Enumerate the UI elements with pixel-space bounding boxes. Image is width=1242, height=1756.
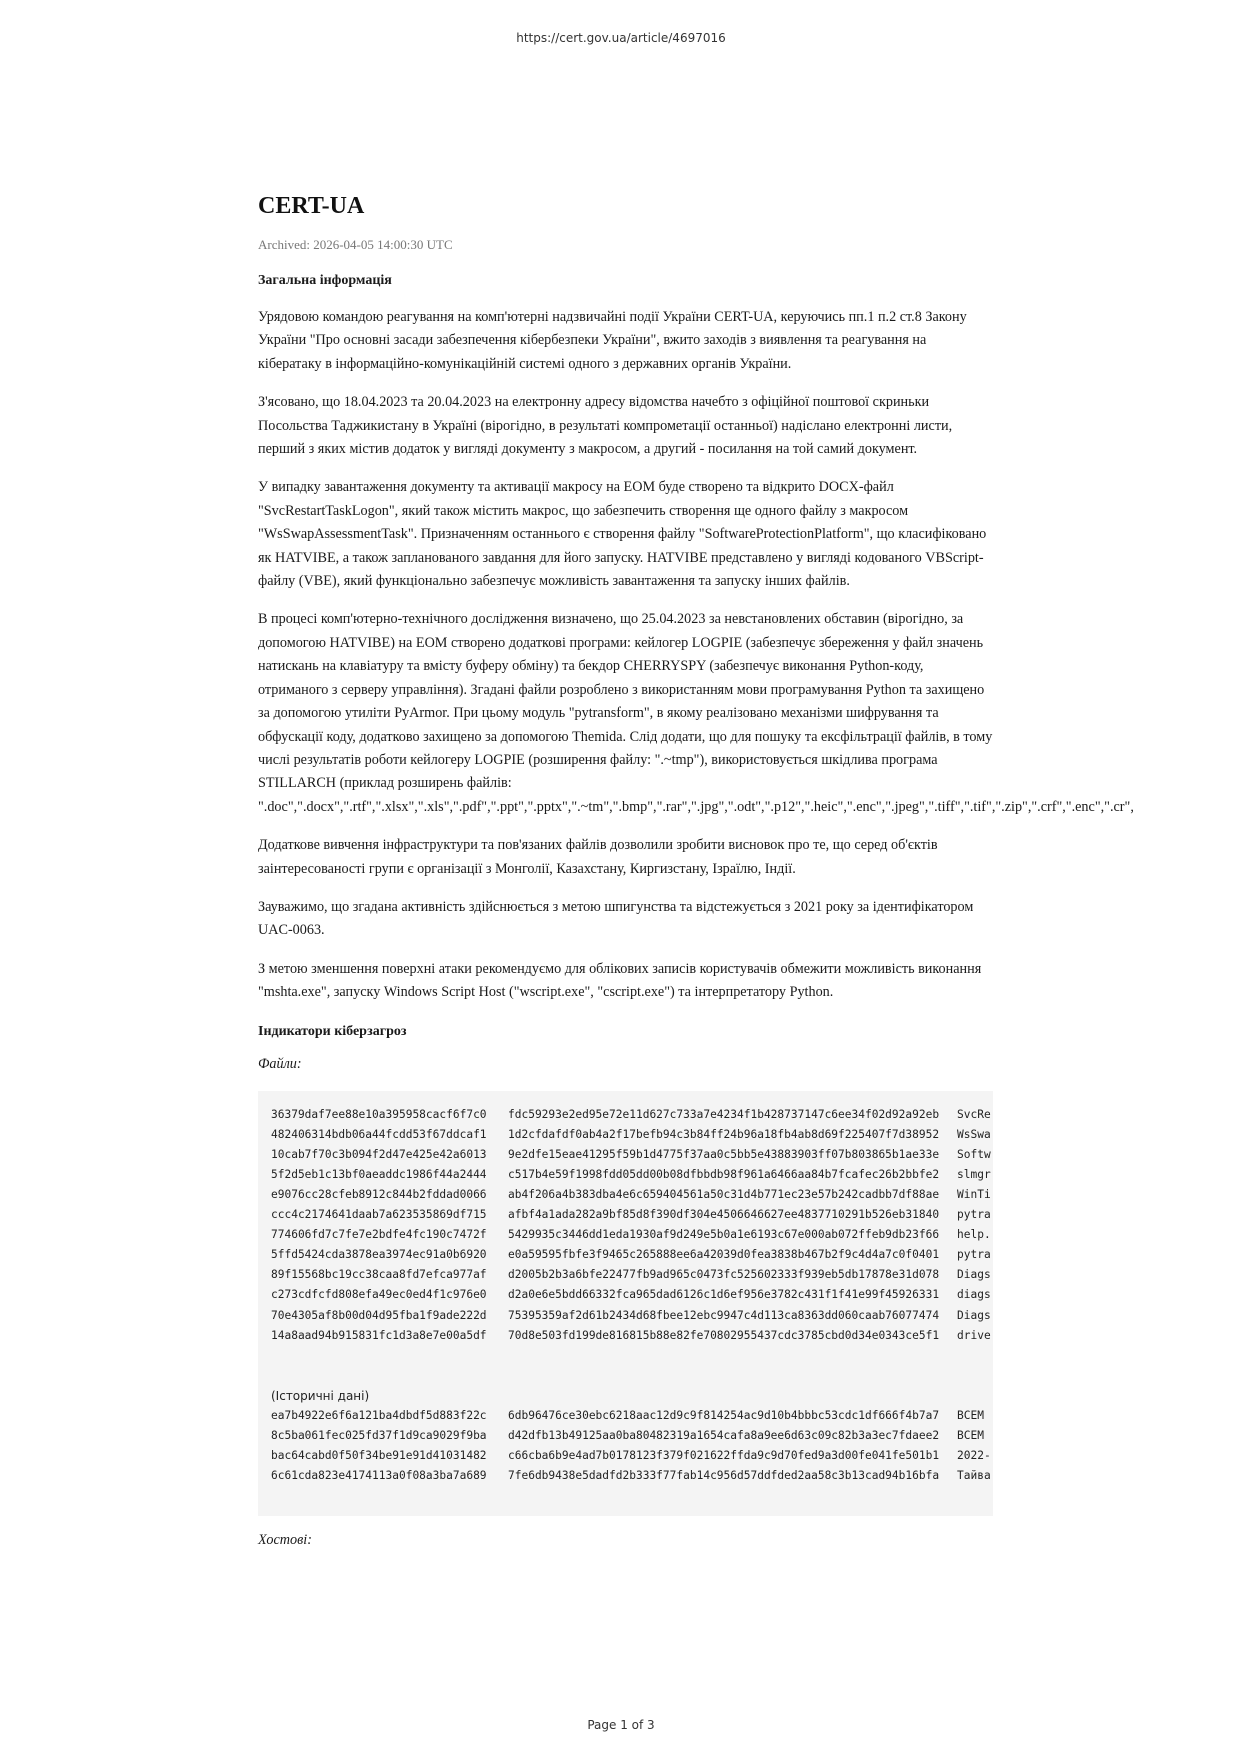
- ioc-row: [271, 1105, 993, 1125]
- article-content: [258, 190, 1134, 1550]
- page-url-header: https://cert.gov.ua/article/4697016: [516, 31, 726, 45]
- ioc-sha256: 9e2dfe15eae41295f59b1d4775f37aa0c5bb5e43883903ff07b803865b1ae33e: [508, 1147, 940, 1161]
- ioc-md5: c273cdfcfd808efa49ec0ed4f1c976e0: [271, 1288, 487, 1302]
- ioc-files-table: [271, 1105, 993, 1487]
- ioc-filename: Softw: [957, 1147, 991, 1161]
- paragraph-4-text: В процесі комп'ютерно-технічного дослідження визначено, що 25.04.2023 за невстановлених обставин (вірогідно, за допомогою HATVIBE) на ЕОМ створено додаткові програми: кейлогер LOGPIE (забезпечує збереження у файл значень натискань на клавіатуру та вмісту буферу обміну) та бекдор CHERRYSPY (забезпечує виконання Python-коду, отриманого з серверу управління). Згадані файли розроблено з використанням мови програмування Python та захищено за допомогою утиліти PyArmor. При цьому модуль "pytransform", в якому реалізовано механізми шифрування та обфускації коду, додатково захищено за допомогою Themida. Слід додати, що для пошуку та ексфільтрації файлів, в тому числі результатів роботи кейлогеру LOGPIE (розширення файлу: ".~tmp"), використовується шкідлива програма STILLARCH (приклад розширень файлів:: [258, 611, 993, 792]
- ioc-row: [271, 1466, 993, 1486]
- ioc-row: [271, 1225, 993, 1245]
- ioc-md5: ea7b4922e6f6a121ba4dbdf5d883f22c: [271, 1408, 487, 1422]
- ioc-md5: 5f2d5eb1c13bf0aeaddc1986f44a2444: [271, 1167, 487, 1181]
- paragraph-1: Урядовою командою реагування на комп'ютерні надзвичайні події України CERT-UA, керуючись пп.1 п.2 ст.8 Закону України "Про основні засади забезпечення кібербезпеки України", вжито заходів з виявлення та реагування на кібератаку в інформаційно-комунікаційній системі одного з державних органів України.: [258, 309, 967, 372]
- ioc-row: [271, 1446, 993, 1466]
- ioc-filename: slmgr: [957, 1167, 991, 1181]
- ioc-filename: drive: [957, 1328, 991, 1342]
- ioc-row: [271, 1165, 993, 1185]
- ioc-sha256: c517b4e59f1998fdd05dd00b08dfbbdb98f961a6466aa84b7fcafec26b2bbfe2: [508, 1167, 940, 1181]
- paragraph-7: З метою зменшення поверхні атаки рекомендуємо для облікових записів користувачів обмежити можливість виконання "mshta.exe", запуску Windows Script Host ("wscript.exe", "cscript.exe") та інтерпретатору Python.: [258, 960, 982, 1001]
- ioc-md5: 5ffd5424cda3878ea3974ec91a0b6920: [271, 1248, 487, 1262]
- ioc-filename: WinTi: [957, 1187, 991, 1201]
- ioc-sha256: 6db96476ce30ebc6218aac12d9c9f814254ac9d10b4bbbc53cdc1df666f4b7a7: [508, 1408, 940, 1422]
- ioc-row: [271, 1245, 993, 1265]
- paragraph-2: З'ясовано, що 18.04.2023 та 20.04.2023 на електронну адресу відомства начебто з офіційної поштової скриньки Посольства Таджикистану в Україні (вірогідно, в результаті компрометації останньої) надіслано електронні листи, перший з яких містив додаток у вигляді документу з макросом, а другий - посилання на той самий документ.: [258, 394, 953, 458]
- ioc-md5: bac64cabd0f50f34be91e91d41031482: [271, 1448, 487, 1462]
- paragraph-6: Зауважимо, що згадана активність здійснюється з метою шпигунства та відстежується з 2021 року за ідентифікатором UAC-0063.: [258, 898, 974, 939]
- ioc-md5: ccc4c2174641daab7a623535869df715: [271, 1208, 487, 1222]
- ioc-filename: Diags: [957, 1268, 991, 1282]
- ioc-md5: 774606fd7c7fe7e2bdfe4fc190c7472f: [271, 1228, 487, 1242]
- ioc-md5: 70e4305af8b00d04d95fba1f9ade222d: [271, 1308, 487, 1322]
- ioc-filename: WsSwa: [957, 1127, 991, 1141]
- files-label: Файли:: [258, 1055, 302, 1072]
- hosts-label: Хостові:: [258, 1531, 312, 1548]
- ioc-row: [271, 1205, 993, 1225]
- ioc-row: [271, 1306, 993, 1326]
- ioc-files-block[interactable]: [258, 1091, 993, 1516]
- ioc-filename: Diags: [957, 1308, 991, 1322]
- archived-timestamp: Archived: 2026-04-05 14:00:30 UTC: [258, 237, 453, 252]
- paragraph-5: Додаткове вивчення інфраструктури та пов'язаних файлів дозволили зробити висновок про те, що серед об'єктів заінтересованості групи є організації з Монголії, Казахстану, Киргизстану, Ізраїлю, Індії.: [258, 837, 938, 877]
- ioc-md5: 10cab7f70c3b094f2d47e425e42a6013: [271, 1147, 487, 1161]
- ioc-filename: Тайва: [957, 1469, 991, 1483]
- ioc-filename: pytra: [957, 1208, 991, 1222]
- ioc-sha256: 1d2cfdafdf0ab4a2f17befb94c3b84ff24b96a18fb4ab8d69f225407f7d38952: [508, 1127, 940, 1141]
- ioc-sha256: d42dfb13b49125aa0ba80482319a1654cafa8a9ee6d63c09c82b3a3ec7fdaee2: [508, 1428, 940, 1442]
- ioc-filename: diags: [957, 1288, 991, 1302]
- ioc-filename: help.: [957, 1228, 991, 1242]
- ioc-sha256: 7fe6db9438e5dadfd2b333f77fab14c956d57ddfded2aa58c3b13cad94b16bfa: [508, 1469, 940, 1483]
- ioc-sha256: ab4f206a4b383dba4e6c659404561a50c31d4b771ec23e57b242cadbb7df88ae: [508, 1187, 940, 1201]
- ioc-row: [271, 1426, 993, 1446]
- ioc-md5: 482406314bdb06a44fcdd53f67ddcaf1: [271, 1127, 487, 1141]
- paragraph-4-extensions: ".doc",".docx",".rtf",".xlsx",".xls",".pdf",".ppt",".pptx",".~tm",".bmp",".rar",".jpg",".odt",".p12",".heic",".enc",".jpeg",".tiff",".tif",".zip",".crf",".enc",".cr",: [258, 798, 1134, 815]
- ioc-filename: 2022-: [957, 1448, 991, 1462]
- ioc-filename: pytra: [957, 1248, 991, 1262]
- section-heading-ioc: Індикатори кіберзагроз: [258, 1023, 407, 1039]
- paragraph-4: [258, 608, 1134, 819]
- ioc-filename: SvcRe: [957, 1107, 991, 1121]
- ioc-md5: 89f15568bc19cc38caa8fd7efca977af: [271, 1268, 487, 1282]
- ioc-row: [271, 1125, 993, 1145]
- ioc-filename: ВСЕМ: [957, 1428, 984, 1442]
- ioc-sha256: 5429935c3446dd1eda1930af9d249e5b0a1e6193c67e000ab072ffeb9db23f66: [508, 1228, 940, 1242]
- page-title: CERT-UA: [258, 193, 365, 219]
- ioc-row: [271, 1185, 993, 1205]
- ioc-sha256: c66cba6b9e4ad7b0178123f379f021622ffda9c9d70fed9a3d00fe041fe501b1: [508, 1448, 940, 1462]
- historical-data-label: (Історичні дані): [271, 1388, 370, 1403]
- ioc-sha256: fdc59293e2ed95e72e11d627c733a7e4234f1b428737147c6ee34f02d92a92eb: [508, 1107, 940, 1121]
- ioc-sha256: d2005b2b3a6bfe22477fb9ad965c0473fc525602333f939eb5db17878e31d078: [508, 1268, 940, 1282]
- ioc-sha256: d2a0e6e5bdd66332fca965dad6126c1d6ef956e3782c431f1f41e99f45926331: [508, 1288, 940, 1302]
- ioc-md5: 36379daf7ee88e10a395958cacf6f7c0: [271, 1107, 487, 1121]
- ioc-sha256: afbf4a1ada282a9bf85d8f390df304e4506646627ee4837710291b526eb31840: [508, 1208, 940, 1222]
- section-heading-general: Загальна інформація: [258, 273, 392, 288]
- ioc-sha256: 70d8e503fd199de816815b88e82fe70802955437cdc3785cbd0d34e0343ce5f1: [508, 1328, 940, 1342]
- ioc-row: [271, 1406, 993, 1426]
- paragraph-3: У випадку завантаження документу та активації макросу на ЕОМ буде створено та відкрито DOCX-файл "SvcRestartTaskLogon", який також містить макрос, що забезпечить створення ще одного файлу з макросом "WsSwapAssessmentTask". Призначенням останнього є створення файлу "SoftwareProtectionPlatform", що класифіковано як HATVIBE, а також запланованого завдання для його запуску. HATVIBE представлено у вигляді кодованого VBScript-файлу (VBE), який функціонально забезпечує можливість завантаження та запуску інших файлів.: [258, 479, 987, 590]
- ioc-sha256: e0a59595fbfe3f9465c265888ee6a42039d0fea3838b467b2f9c4d4a7c0f0401: [508, 1248, 940, 1262]
- ioc-sha256: 75395359af2d61b2434d68fbee12ebc9947c4d113ca8363dd060caab76077474: [508, 1308, 940, 1322]
- ioc-md5: 8c5ba061fec025fd37f1d9ca9029f9ba: [271, 1428, 487, 1442]
- ioc-row: [271, 1145, 993, 1165]
- ioc-md5: e9076cc28cfeb8912c844b2fddad0066: [271, 1187, 487, 1201]
- ioc-filename: ВСЕМ: [957, 1408, 984, 1422]
- ioc-row: [271, 1326, 993, 1346]
- page-number-footer: Page 1 of 3: [587, 1718, 655, 1732]
- ioc-row: [271, 1265, 993, 1285]
- ioc-md5: 14a8aad94b915831fc1d3a8e7e00a5df: [271, 1328, 487, 1342]
- ioc-row: [271, 1285, 993, 1305]
- ioc-md5: 6c61cda823e4174113a0f08a3ba7a689: [271, 1469, 487, 1483]
